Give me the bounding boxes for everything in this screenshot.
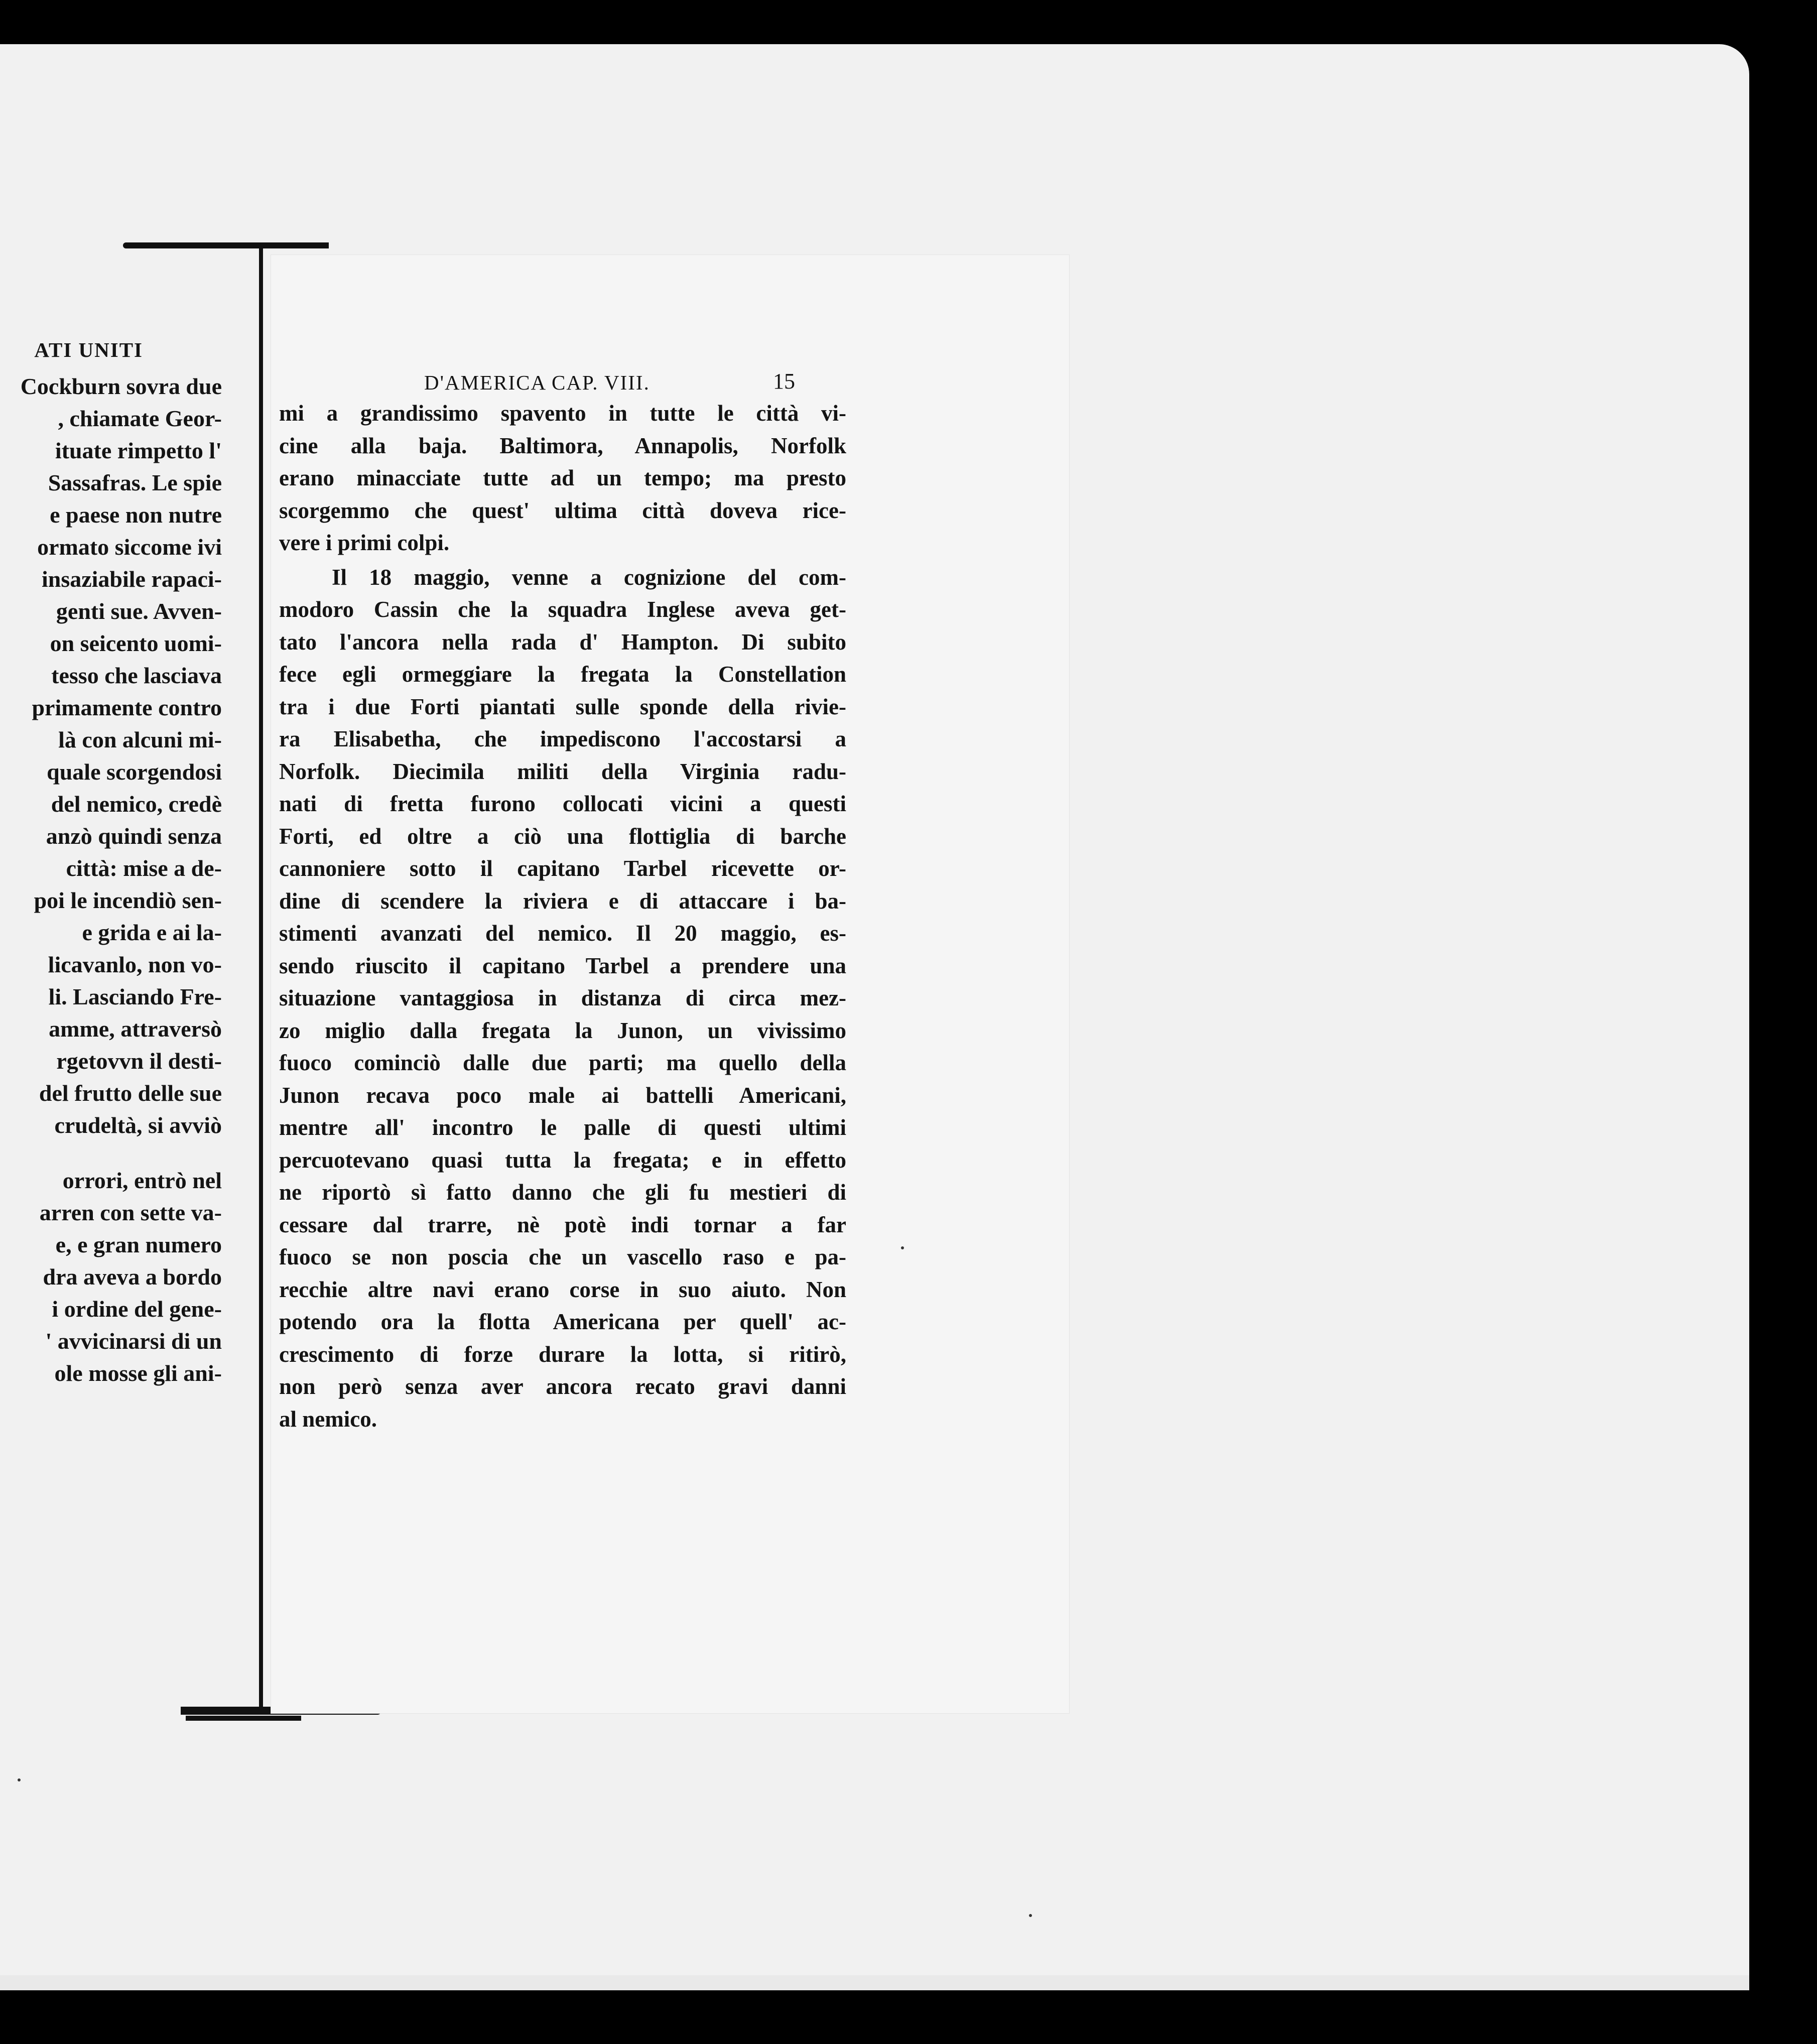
left-text-line: licavanlo, non vo- xyxy=(48,952,222,977)
left-text-line: arren con sette va- xyxy=(39,1200,222,1225)
left-text-line: poi le incendiò sen- xyxy=(34,887,222,913)
text-line: non però senza aver ancora recato gravi danni xyxy=(279,1374,846,1399)
scan-speck xyxy=(901,1246,904,1249)
text-line: Forti, ed oltre a ciò una flottiglia di barche xyxy=(279,823,846,849)
left-text-line: Sassafras. Le spie xyxy=(48,470,222,495)
text-line: ra Elisabetha, che impediscono l'accostarsi a xyxy=(279,726,846,751)
text-line: ne riportò sì fatto danno che gli fu mestieri di xyxy=(279,1180,846,1205)
binding-gutter-line xyxy=(259,245,263,1711)
left-text-line: anzò quindi senza xyxy=(46,823,222,849)
text-line: Norfolk. Diecimila militi della Virginia radu- xyxy=(279,758,846,784)
left-text-line: rgetovvn il desti- xyxy=(56,1048,222,1074)
left-text-line: orrori, entrò nel xyxy=(62,1168,222,1193)
text-line: tato l'ancora nella rada d' Hampton. Di subito xyxy=(279,629,846,655)
left-text-line: li. Lasciando Fre- xyxy=(48,984,222,1009)
text-line: cine alla baja. Baltimora, Annapolis, Norfolk xyxy=(279,433,846,458)
left-text-line: là con alcuni mi- xyxy=(58,727,222,752)
text-line: sendo riuscito il capitano Tarbel a prendere una xyxy=(279,953,846,978)
text-line: tra i due Forti piantati sulle sponde della rivie- xyxy=(279,694,846,719)
left-text-line: del nemico, credè xyxy=(51,791,222,817)
left-text-line: e grida e ai la- xyxy=(82,920,222,945)
left-text-line: , chiamate Geor- xyxy=(58,406,222,431)
text-line: modoro Cassin che la squadra Inglese aveva get- xyxy=(279,597,846,622)
text-line: stimenti avanzati del nemico. Il 20 maggio, es- xyxy=(279,921,846,946)
text-line: mi a grandissimo spavento in tutte le città vi- xyxy=(279,401,846,426)
page-number: 15 xyxy=(773,369,795,394)
left-text-line: Cockburn sovra due xyxy=(20,373,222,399)
left-text-line: primamente contro xyxy=(32,695,222,720)
left-text-line: ituate rimpetto l' xyxy=(55,438,222,463)
text-line: Junon recava poco male ai battelli Americani, xyxy=(279,1082,846,1108)
text-line: vere i primi colpi. xyxy=(279,530,450,555)
text-line: Il 18 maggio, venne a cognizione del com- xyxy=(332,564,846,590)
left-text-line: dra aveva a bordo xyxy=(43,1264,222,1290)
text-line: mentre all' incontro le palle di questi ultimi xyxy=(279,1115,846,1140)
text-line: cessare dal trarre, nè potè indi tornar a far xyxy=(279,1212,846,1237)
scanned-sheet xyxy=(0,44,1749,1977)
text-line: cannoniere sotto il capitano Tarbel ricevette or- xyxy=(279,856,846,881)
text-line: recchie altre navi erano corse in suo aiuto. Non xyxy=(279,1276,846,1302)
text-line: zo miglio dalla fregata la Junon, un vivissimo xyxy=(279,1017,846,1043)
text-line: fece egli ormeggiare la fregata la Constellation xyxy=(279,662,846,687)
running-head: D'AMERICA CAP. VIII. xyxy=(424,371,650,394)
left-text-line: ormato siccome ivi xyxy=(37,534,222,560)
left-text-line: e paese non nutre xyxy=(50,502,222,528)
text-line: situazione vantaggiosa in distanza di circa mez- xyxy=(279,985,846,1010)
text-line: erano minacciate tutte ad un tempo; ma presto xyxy=(279,465,846,490)
left-text-line: on seicento uomi- xyxy=(50,630,222,656)
left-page-text xyxy=(0,370,222,1389)
left-text-line: del frutto delle sue xyxy=(39,1080,222,1106)
text-line: potendo ora la flotta Americana per quell' ac- xyxy=(279,1309,846,1334)
left-text-line: crudeltà, si avviò xyxy=(54,1112,222,1138)
left-text-line: genti sue. Avven- xyxy=(56,598,222,624)
scan-speck xyxy=(18,1778,21,1781)
text-line: fuoco se non poscia che un vascello raso e pa- xyxy=(279,1244,846,1269)
text-line: fuoco cominciò dalle due parti; ma quello della xyxy=(279,1050,846,1075)
sheet-bottom-edge xyxy=(0,1975,1749,1990)
binding-mark-bottom-shadow xyxy=(186,1716,301,1721)
text-line: nati di fretta furono collocati vicini a questi xyxy=(279,791,846,816)
left-text-line: quale scorgendosi xyxy=(47,759,222,785)
left-page-fragment xyxy=(0,44,236,1977)
text-line: crescimento di forze durare la lotta, si ritirò, xyxy=(279,1341,846,1367)
left-text-line: città: mise a de- xyxy=(66,855,222,881)
left-text-line: e, e gran numero xyxy=(55,1232,222,1257)
text-line: dine di scendere la riviera e di attaccare i ba- xyxy=(279,888,846,914)
text-line: al nemico. xyxy=(279,1406,377,1432)
binding-mark-top xyxy=(123,242,329,248)
body-text xyxy=(279,397,846,1435)
left-text-line: ole mosse gli ani- xyxy=(54,1360,222,1386)
left-text-line: amme, attraversò xyxy=(49,1016,222,1042)
left-text-line: ' avvicinarsi di un xyxy=(45,1328,222,1354)
left-text-line: tesso che lasciava xyxy=(51,663,222,688)
scan-speck xyxy=(1029,1914,1032,1917)
left-text-line: i ordine del gene- xyxy=(52,1296,222,1322)
right-page xyxy=(271,255,1069,1713)
text-line: scorgemmo che quest' ultima città doveva rice- xyxy=(279,497,846,523)
left-running-head: ATI UNITI xyxy=(34,338,143,361)
text-line: percuotevano quasi tutta la fregata; e in effetto xyxy=(279,1147,846,1173)
left-text-line: insaziabile rapaci- xyxy=(41,566,222,592)
